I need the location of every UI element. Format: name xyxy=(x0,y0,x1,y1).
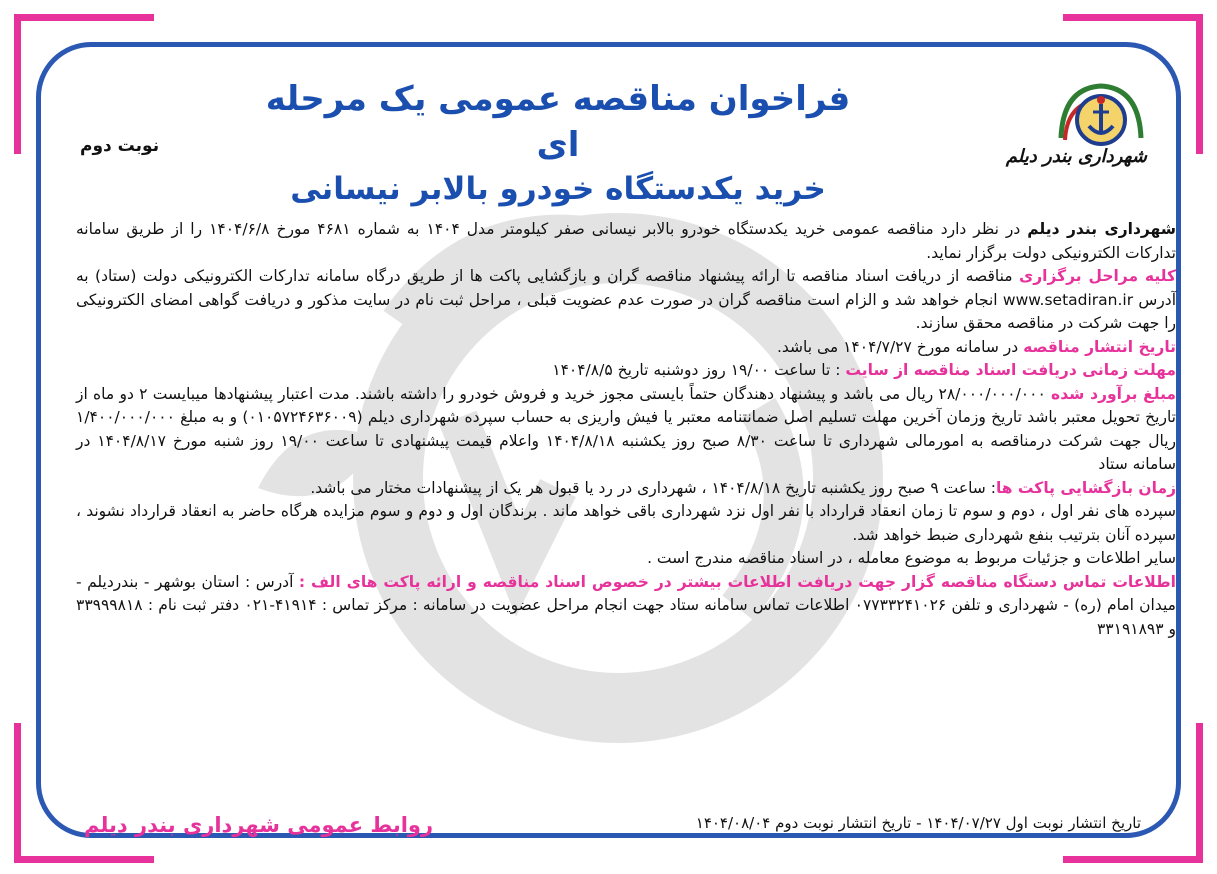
contact-label: اطلاعات تماس دستگاه مناقصه گزار جهت دریافت اطلاعات بیشتر در خصوص اسناد مناقصه و ارائه پاکت های الف : xyxy=(298,572,1176,591)
title-line-1: فراخوان مناقصه عمومی یک مرحله ای xyxy=(265,79,851,165)
paragraph-procedure xyxy=(76,265,1176,336)
publish-date-label: تاریخ انتشار مناقصه xyxy=(1023,337,1176,356)
notice-body xyxy=(76,218,1176,641)
notice-title xyxy=(248,76,868,210)
paragraph-estimate xyxy=(76,383,1176,477)
publish-date-text: در سامانه مورخ ۱۴۰۴/۷/۲۷ می باشد. xyxy=(776,337,1024,356)
paragraph-intro xyxy=(76,218,1176,265)
opening-text: : ساعت ۹ صبح روز یکشنبه تاریخ ۱۴۰۴/۸/۱۸ ، شهرداری در رد یا قبول هر یک از پیشنهادات مختار می باشد. xyxy=(310,478,996,497)
paragraph-deadline xyxy=(76,359,1176,383)
estimate-label: مبلغ برآورد شده xyxy=(1051,384,1176,403)
frame-corner-br-h xyxy=(1063,856,1203,863)
paragraph-opening xyxy=(76,477,1176,501)
procedure-text: مناقصه از دریافت اسناد مناقصه تا ارائه پیشنهاد مناقصه گران و بازگشایی پاکت ها از طریق درگاه سامانه تدارکات الکترونیکی دولت (ستاد) به آدرس www.setadiran.ir انجام خواهد شد و الزام است مناقصه گران در صورت عدم عضویت قبلی ، مراحل ثبت نام در سایت مذکور و دریافت گواهی امضای الکترونیکی را جهت شرکت در مناقصه محقق سازند. xyxy=(76,267,1177,332)
estimate-text: ۲۸/۰۰۰/۰۰۰/۰۰۰ ریال می باشد و پیشنهاد دهندگان حتماً بایستی مجوز خرید و فروش خودرو را داشته باشند. مدت اعتبار پیشنهادها میبایست ۲ دو ماه از تاریخ تحویل معتبر باشد تاریخ وزمان آخرین مهلت تسلیم اصل ضمانتنامه معتبر یا فیش واریزی به حساب سپرده شهرداری دیلم (۰۱۰۵۷۲۴۶۳۶۰۰۹) و به مبلغ ۱/۴۰۰/۰۰۰/۰۰۰ ریال جهت شرکت درمناقصه به امورمالی شهرداری تا ساعت ۸/۳۰ صبح روز یکشنبه ۱۴۰۴/۸/۱۸ واعلام قیمت پیشنهادی تا ساعت ۱۹/۰۰ روز شنبه مورخ ۱۴۰۴/۸/۱۷ در سامانه ستاد xyxy=(76,384,1176,473)
paragraph-other-info: سایر اطلاعات و جزئیات مربوط به موضوع معامله ، در اسناد مناقصه مندرج است . xyxy=(647,549,1176,567)
deadline-text: : تا ساعت ۱۹/۰۰ روز دوشنبه تاریخ ۱۴۰۴/۸/۵ xyxy=(552,361,846,379)
procedure-label: کلیه مراحل برگزاری xyxy=(1019,267,1176,285)
paragraph-contact xyxy=(76,571,1176,642)
round-label: نوبت دوم xyxy=(80,136,160,156)
opening-label: زمان بازگشایی پاکت ها xyxy=(995,478,1176,497)
public-relations-signature: روابط عمومی شهرداری بندر دیلم xyxy=(84,813,434,837)
title-line-2: خرید یکدستگاه خودرو بالابر نیسانی xyxy=(290,171,826,207)
deadline-label: مهلت زمانی دریافت اسناد مناقصه از سایت xyxy=(845,361,1176,379)
publication-dates: تاریخ انتشار نوبت اول ۱۴۰۴/۰۷/۲۷ - تاریخ انتشار نوبت دوم ۱۴۰۴/۰۸/۰۴ xyxy=(695,814,1141,832)
intro-text: در نظر دارد مناقصه عمومی خرید یکدستگاه خودرو بالابر نیسانی صفر کیلومتر مدل ۱۴۰۴ به شماره ۴۶۸۱ مورخ ۱۴۰۴/۶/۸ را از طریق سامانه تدارکات الکترونیکی دولت برگزار نماید. xyxy=(76,220,1176,262)
logo-caption: شهرداری بندر دیلم xyxy=(1005,146,1147,167)
paragraph-deposits: سپرده های نفر اول ، دوم و سوم تا زمان انعقاد قرارداد با نفر اول نزد شهرداری باقی خواهد ماند . برندگان اول و دوم و سوم مزایده هرگاه حاضر به انعقاد قرارداد نشوند ، سپرده آنان بترتیب بنفع شهرداری ضبط خواهد شد. xyxy=(76,502,1176,544)
municipality-name: شهرداری بندر دیلم xyxy=(1027,220,1177,238)
paragraph-publish-date xyxy=(76,336,1176,360)
municipality-logo-icon xyxy=(1051,68,1151,188)
tender-notice xyxy=(18,18,1199,856)
contact-text: آدرس : استان بوشهر - بندردیلم - میدان امام (ره) - شهرداری و تلفن ۰۷۷۳۳۲۴۱۰۲۶ اطلاعات تماس سامانه ستاد جهت انجام مراحل عضویت در سامانه : مرکز تماس : ۴۱۹۱۴-۰۲۱ دفتر ثبت نام : ۳۳۹۹۹۸۱۸ و ۳۳۱۹۱۸۹۳ xyxy=(76,572,1176,638)
frame-corner-bl-h xyxy=(14,856,154,863)
